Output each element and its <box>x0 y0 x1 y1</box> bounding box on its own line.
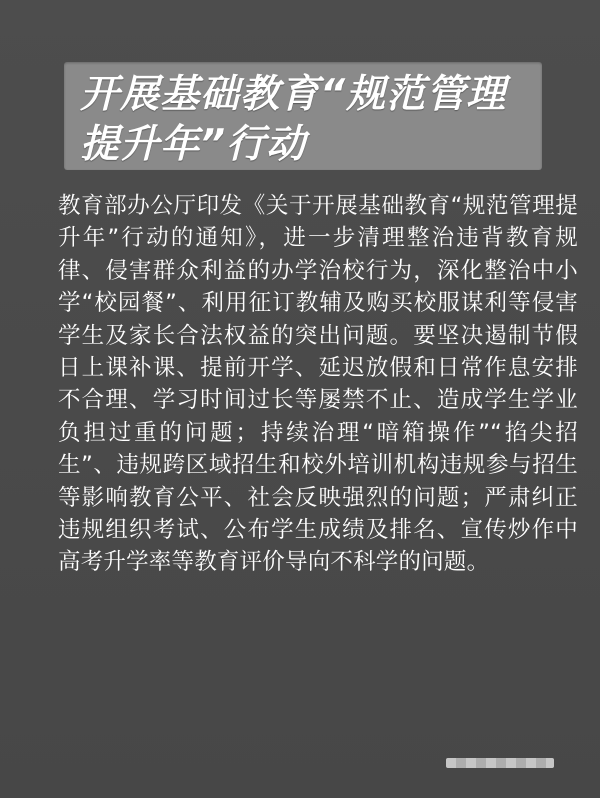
document-body: 教育部办公厅印发《关于开展基础教育“规范管理提升年”行动的通知》，进一步清理整治违背教育规律、侵害群众利益的办学治校行为，深化整治中小学“校园餐”、利用征订教辅及购买校服谋利等侵害学生及家长合法权益的突出问题。要坚决遏制节假日上课补课、提前开学、延迟放假和日常作息安排不合理、学习时间过长等屡禁不止、造成学生学业负担过重的问题；持续治理“暗箱操作”“掐尖招生”、违规跨区域招生和校外培训机构违规参与招生等影响教育公平、社会反映强烈的问题；严肃纠正违规组织考试、公布学生成绩及排名、宣传炒作中高考升学率等教育评价导向不科学的问题。 <box>58 193 578 576</box>
watermark <box>446 758 554 768</box>
document-title: 开展基础教育“规范管理提升年”行动 <box>80 72 507 167</box>
